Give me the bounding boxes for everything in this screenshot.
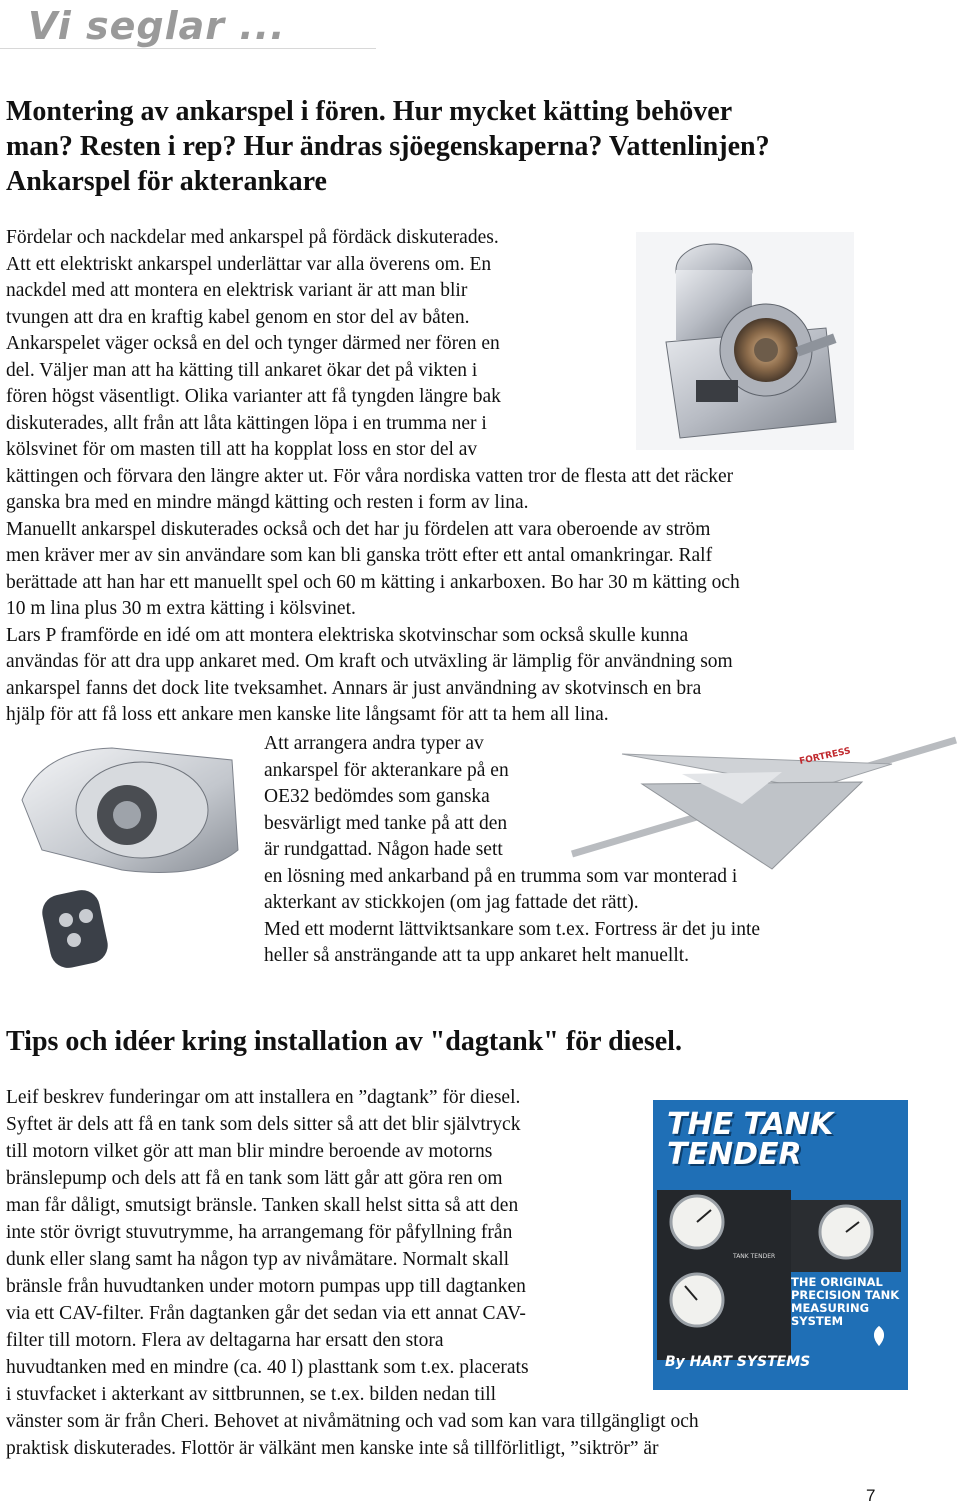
text-line: huvudtanken med en mindre (ca. 40 l) plasttank som t.ex. placerats [6, 1357, 529, 1378]
text-line: användas för att dra upp ankaret med. Om kraft och utväxling är lämplig för användning som [6, 651, 733, 672]
text-line: vänster som är från Cheri. Behovet at nivåmätning och vad som kan vara tillgängligt och [6, 1411, 699, 1432]
heading-line: Montering av ankarspel i fören. Hur mycket kätting behöver [6, 96, 733, 127]
text-line: heller så ansträngande att ta upp ankaret helt manuellt. [264, 945, 690, 966]
section-heading-day-tank: Tips och idéer kring installation av "dagtank" för diesel. [6, 1026, 682, 1057]
section1-body [6, 225, 740, 729]
text-line: ganska bra med en mindre mängd kätting och resten i form av lina. [6, 492, 529, 513]
text-line: berättade att han har ett manuellt spel och 60 m kätting i ankarboxen. Bo har 30 m kätting och [6, 571, 740, 593]
text-line: nackdel med att montera en elektrisk variant är att man blir [6, 280, 468, 301]
text-line: del. Väljer man att ha kätting till ankaret ökar det på vikten i [6, 359, 478, 381]
text-line: via ett CAV-filter. Från dagtanken går det sedan via ett annat CAV- [6, 1303, 526, 1324]
text-line: Fördelar och nackdelar med ankarspel på fördäck diskuterades. [6, 227, 499, 248]
text-line: är rundgattad. Någon hade sett [264, 839, 503, 860]
text-line: Syftet är dels att få en tank som dels sitter så att det blir självtryck [6, 1114, 521, 1135]
header-divider [0, 48, 376, 49]
text-line: i stuvfacket i akterkant av sittbrunnen, se t.ex. bilden nedan till [6, 1384, 497, 1405]
tank-tender-image [653, 1100, 908, 1390]
text-line: dunk eller slang samt ha någon typ av nivåmätare. Normalt skall [6, 1249, 510, 1270]
text-line: praktisk diskuterades. Flottör är välkänt men kanske inte så tillförlitligt, ”siktrör” är [6, 1438, 659, 1459]
text-line: Med ett modernt lättviktsankare som t.ex. Fortress är det ju inte [264, 918, 761, 940]
heading-line: Ankarspel för akterankare [6, 166, 327, 197]
aft-anchor-text [264, 731, 760, 970]
text-line: akterkant av stickkojen (om jag fattade det rätt). [264, 892, 639, 913]
site-logo: Vi seglar ... [28, 4, 286, 48]
text-line: en lösning med ankarband på en trumma som var monterad i [264, 865, 738, 887]
text-line: kättingen och förvara den längre akter ut. För våra nordiska vatten tror de flesta att det räcker [6, 465, 734, 487]
text-line: Ankarspelet väger också en del och tynger därmed ner fören en [6, 333, 500, 354]
anchor-brand-label: FORTRESS [798, 746, 852, 767]
text-line: inte stör övrigt stuvutrymme, ha arrangemang för påfyllning från [6, 1222, 513, 1243]
text-line: hjälp för att få loss ett ankare men kanske lite långsamt för att ta hem all lina. [6, 704, 609, 725]
windlass-remote-image [2, 730, 245, 973]
text-line: kölsvinet för om masten till att ha kopplat loss en stor del av [6, 439, 478, 460]
electric-windlass-image [636, 232, 854, 450]
text-line: ankarspel för akterankare på en [264, 759, 509, 781]
text-line: 10 m lina plus 30 m extra kätting i kölsvinet. [6, 598, 356, 619]
text-line: man får dåligt, smutsigt bränsle. Tanken skall helst sitta så att den [6, 1195, 519, 1216]
text-line: tvungen att dra en kraftig kabel genom en stor del av båten. [6, 306, 470, 328]
section2-body [6, 1084, 699, 1462]
text-line: till motorn vilket gör att man blir mindre beroende av motorns [6, 1141, 493, 1162]
text-line: Att arrangera andra typer av [264, 733, 484, 754]
tank-tender-title: THE TANK TENDER [667, 1107, 834, 1172]
section-heading-anchor-winch [6, 94, 770, 199]
heading-line: man? Resten i rep? Hur ändras sjöegenskaperna? Vattenlinjen? [6, 131, 770, 162]
text-line: Att ett elektriskt ankarspel underlättar var alla överens om. En [6, 253, 492, 275]
tank-tender-subtitle: THE ORIGINAL PRECISION TANK MEASURING SYSTEM [791, 1275, 900, 1328]
text-line: OE32 bedömdes som ganska [264, 786, 490, 807]
text-line: men kräver mer av sin användare som kan bli ganska trött efter ett antal omankringar. Ralf [6, 545, 713, 566]
tank-tender-brand: By HART SYSTEMS [665, 1354, 811, 1370]
page-number: 7 [866, 1486, 876, 1505]
text-line: Lars P framförde en idé om att montera elektriska skotvinschar som också skulle kunna [6, 624, 689, 646]
text-line: bränslepump och dels att få en tank som lätt går att göra ren om [6, 1168, 503, 1189]
gauge-label: TANK TENDER [733, 1253, 776, 1260]
text-line: diskuterades, allt från att låta kättingen löpa i en trumma ner i [6, 412, 487, 434]
text-line: fören högst väsentligt. Olika varianter att få tyngden längre bak [6, 386, 501, 407]
text-line: ankarspel fanns det dock lite tveksamhet. Annars är just användning av skotvinsch en bra [6, 677, 702, 699]
text-line: besvärligt med tanke på att den [264, 812, 508, 834]
text-line: filter till motorn. Flera av deltagarna har ersatt den stora [6, 1330, 444, 1351]
text-line: Manuellt ankarspel diskuterades också och det har ju fördelen att vara oberoende av ström [6, 518, 711, 540]
text-line: bränsle från huvudtanken under motorn pumpas upp till dagtanken [6, 1276, 526, 1297]
text-line: Leif beskrev funderingar om att installera en ”dagtank” för diesel. [6, 1087, 521, 1108]
